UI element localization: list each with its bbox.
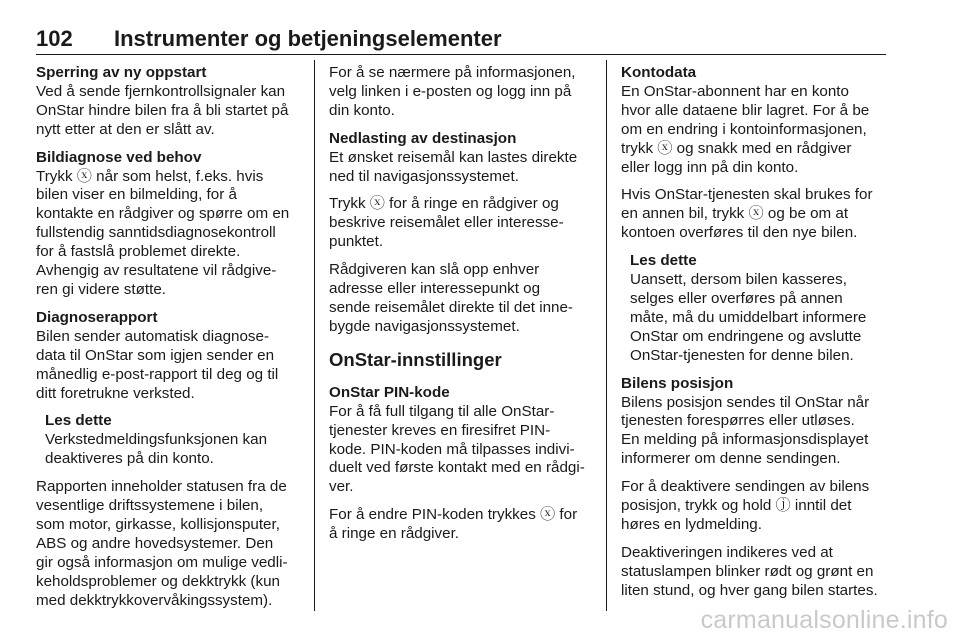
text-line: For å få full tilgang til alle OnStar-	[329, 402, 555, 420]
paragraph-gap	[621, 177, 891, 186]
text-line: Trykk ⓧ for å ringe en rådgiver og	[329, 195, 559, 213]
note-line: OnStar om endringene og avslutte	[630, 327, 862, 345]
text-line: Rapporten inneholder statusen fra de	[36, 478, 287, 496]
text-line: ABS og andre hovedsystemer. Den	[36, 534, 274, 552]
text-line: gir også informasjon om mulige vedli-	[36, 553, 288, 571]
column-divider	[606, 60, 607, 611]
paragraph-gap	[36, 140, 308, 149]
text-line: keholdsproblemer og dekktrykk (kun	[36, 572, 280, 590]
text-line: månedlig e-post-rapport til deg og til	[36, 365, 279, 383]
paragraph-gap	[329, 337, 597, 346]
note-line: deaktiveres på din konto.	[45, 450, 214, 468]
text-line: tjenesten forespørres eller utløses.	[621, 412, 855, 430]
text-line: eller logg inn på din konto.	[621, 158, 799, 176]
text-line: Bilens posisjon sendes til OnStar når	[621, 393, 870, 411]
text-line: tjenester kreves en firesifret PIN-	[329, 421, 551, 439]
paragraph-gap	[329, 186, 597, 195]
page-number: 102	[36, 26, 73, 51]
note-line: Uansett, dersom bilen kasseres,	[630, 271, 847, 289]
text-line: bilen viser en bilmelding, for å	[36, 186, 237, 204]
text-line: En melding på informasjonsdisplayet	[621, 431, 869, 449]
section-heading: OnStar PIN-kode	[329, 383, 450, 401]
note-line: måte, må du umiddelbart informere	[630, 308, 867, 326]
text-line: fullstendig sanntidsdiagnosekontroll	[36, 224, 276, 242]
text-line: Et ønsket reisemål kan lastes direkte	[329, 148, 578, 166]
text-line: å ringe en rådgiver.	[329, 525, 460, 543]
column-left	[36, 64, 308, 610]
text-line: For å deaktivere sendingen av bilens	[621, 478, 870, 496]
text-line: punktet.	[329, 233, 384, 251]
text-line: med dekktrykkovervåkingssystem).	[36, 591, 273, 609]
text-line: liten stund, og hver gang bilen startes.	[621, 581, 878, 599]
text-line: OnStar hindre bilen fra å bli startet på	[36, 101, 289, 119]
paragraph-gap	[329, 375, 597, 384]
text-line: Hvis OnStar-tjenesten skal brukes for	[621, 186, 873, 204]
text-line: ned til navigasjonssystemet.	[329, 167, 519, 185]
chapter-heading: OnStar-innstillinger	[329, 348, 502, 370]
paragraph-gap	[621, 535, 891, 544]
text-line: om en endring i kontoinformasjonen,	[621, 120, 867, 138]
text-line: velg linken i e-posten og logg inn på	[329, 82, 572, 100]
text-line: trykk ⓧ og snakk med en rådgiver	[621, 139, 852, 157]
page-header	[36, 26, 886, 56]
text-line: ren gi videre støtte.	[36, 280, 166, 298]
paragraph-gap	[621, 243, 891, 252]
text-line: din konto.	[329, 101, 395, 119]
section-heading: Diagnoserapport	[36, 308, 158, 326]
text-line: kontakte en rådgiver og spørre om en	[36, 205, 290, 223]
text-line: høres en lydmelding.	[621, 515, 762, 533]
section-heading: Kontodata	[621, 64, 697, 81]
text-line: Ved å sende fjernkontrollsignaler kan	[36, 82, 286, 100]
section-heading: Sperring av ny oppstart	[36, 64, 207, 81]
column-right	[621, 64, 891, 601]
text-line: Trykk ⓧ når som helst, f.eks. hvis	[36, 167, 264, 185]
note-heading: Les dette	[45, 412, 112, 430]
text-line: kontoen overføres til den nye bilen.	[621, 224, 858, 242]
note-line: Verkstedmeldingsfunksjonen kan	[45, 431, 268, 449]
text-line: statuslampen blinker rødt og grønt en	[621, 562, 874, 580]
header-rule	[36, 54, 886, 55]
text-line: sende reisemålet direkte til det inne-	[329, 298, 573, 316]
text-line: For å se nærmere på informasjonen,	[329, 64, 576, 81]
note-line: OnStar-tjenesten for denne bilen.	[630, 346, 854, 364]
paragraph-gap	[36, 300, 308, 309]
column-middle	[329, 64, 597, 544]
text-line: for å fastslå problemet direkte.	[36, 243, 241, 261]
text-line: som motor, girkasse, kollisjonsputer,	[36, 515, 280, 533]
text-line: Bilen sender automatisk diagnose-	[36, 327, 270, 345]
text-line: data til OnStar som igjen sender en	[36, 346, 275, 364]
section-heading: Bildiagnose ved behov	[36, 148, 202, 166]
paragraph-gap	[621, 366, 891, 375]
text-line: bygde navigasjonssystemet.	[329, 317, 520, 335]
text-line: Deaktiveringen indikeres ved at	[621, 543, 833, 561]
page-title: Instrumenter og betjeningselementer	[114, 26, 502, 51]
note-heading: Les dette	[630, 252, 697, 270]
paragraph-gap	[621, 469, 891, 478]
text-line: kode. PIN-koden må tilpasses indivi-	[329, 440, 575, 458]
text-line: For å endre PIN-koden trykkes ⓧ for	[329, 506, 578, 524]
paragraph-gap	[329, 252, 597, 261]
paragraph-gap	[329, 497, 597, 506]
text-line: hvor alle dataene blir lagret. For å be	[621, 101, 870, 119]
text-line: beskrive reisemålet eller interesse-	[329, 214, 564, 232]
paragraph-gap	[36, 403, 308, 412]
text-line: nytt etter at den er slått av.	[36, 120, 215, 138]
section-heading: Nedlasting av destinasjon	[329, 129, 517, 147]
section-heading: Bilens posisjon	[621, 374, 734, 392]
note-line: selges eller overføres på annen	[630, 289, 843, 307]
text-line: informerer om denne sendingen.	[621, 450, 841, 468]
text-line: ditt foretrukne verksted.	[36, 384, 195, 402]
paragraph-gap	[36, 469, 308, 478]
text-line: Avhengig av resultatene vil rådgive-	[36, 262, 277, 280]
text-line: ver.	[329, 478, 354, 496]
text-line: vesentlige driftssystemene i bilen,	[36, 497, 264, 515]
text-line: posisjon, trykk og hold ⓙ inntil det	[621, 497, 852, 515]
column-divider	[314, 60, 315, 611]
watermark[interactable]: carmanualsonline.info	[700, 606, 948, 634]
text-line: adresse eller interessepunkt og	[329, 280, 541, 298]
paragraph-gap	[329, 121, 597, 130]
text-line: duelt ved første kontakt med en rådgi-	[329, 459, 585, 477]
text-line: en annen bil, trykk ⓧ og be om at	[621, 205, 849, 223]
text-line: En OnStar-abonnent har en konto	[621, 82, 849, 100]
text-line: Rådgiveren kan slå opp enhver	[329, 261, 540, 279]
